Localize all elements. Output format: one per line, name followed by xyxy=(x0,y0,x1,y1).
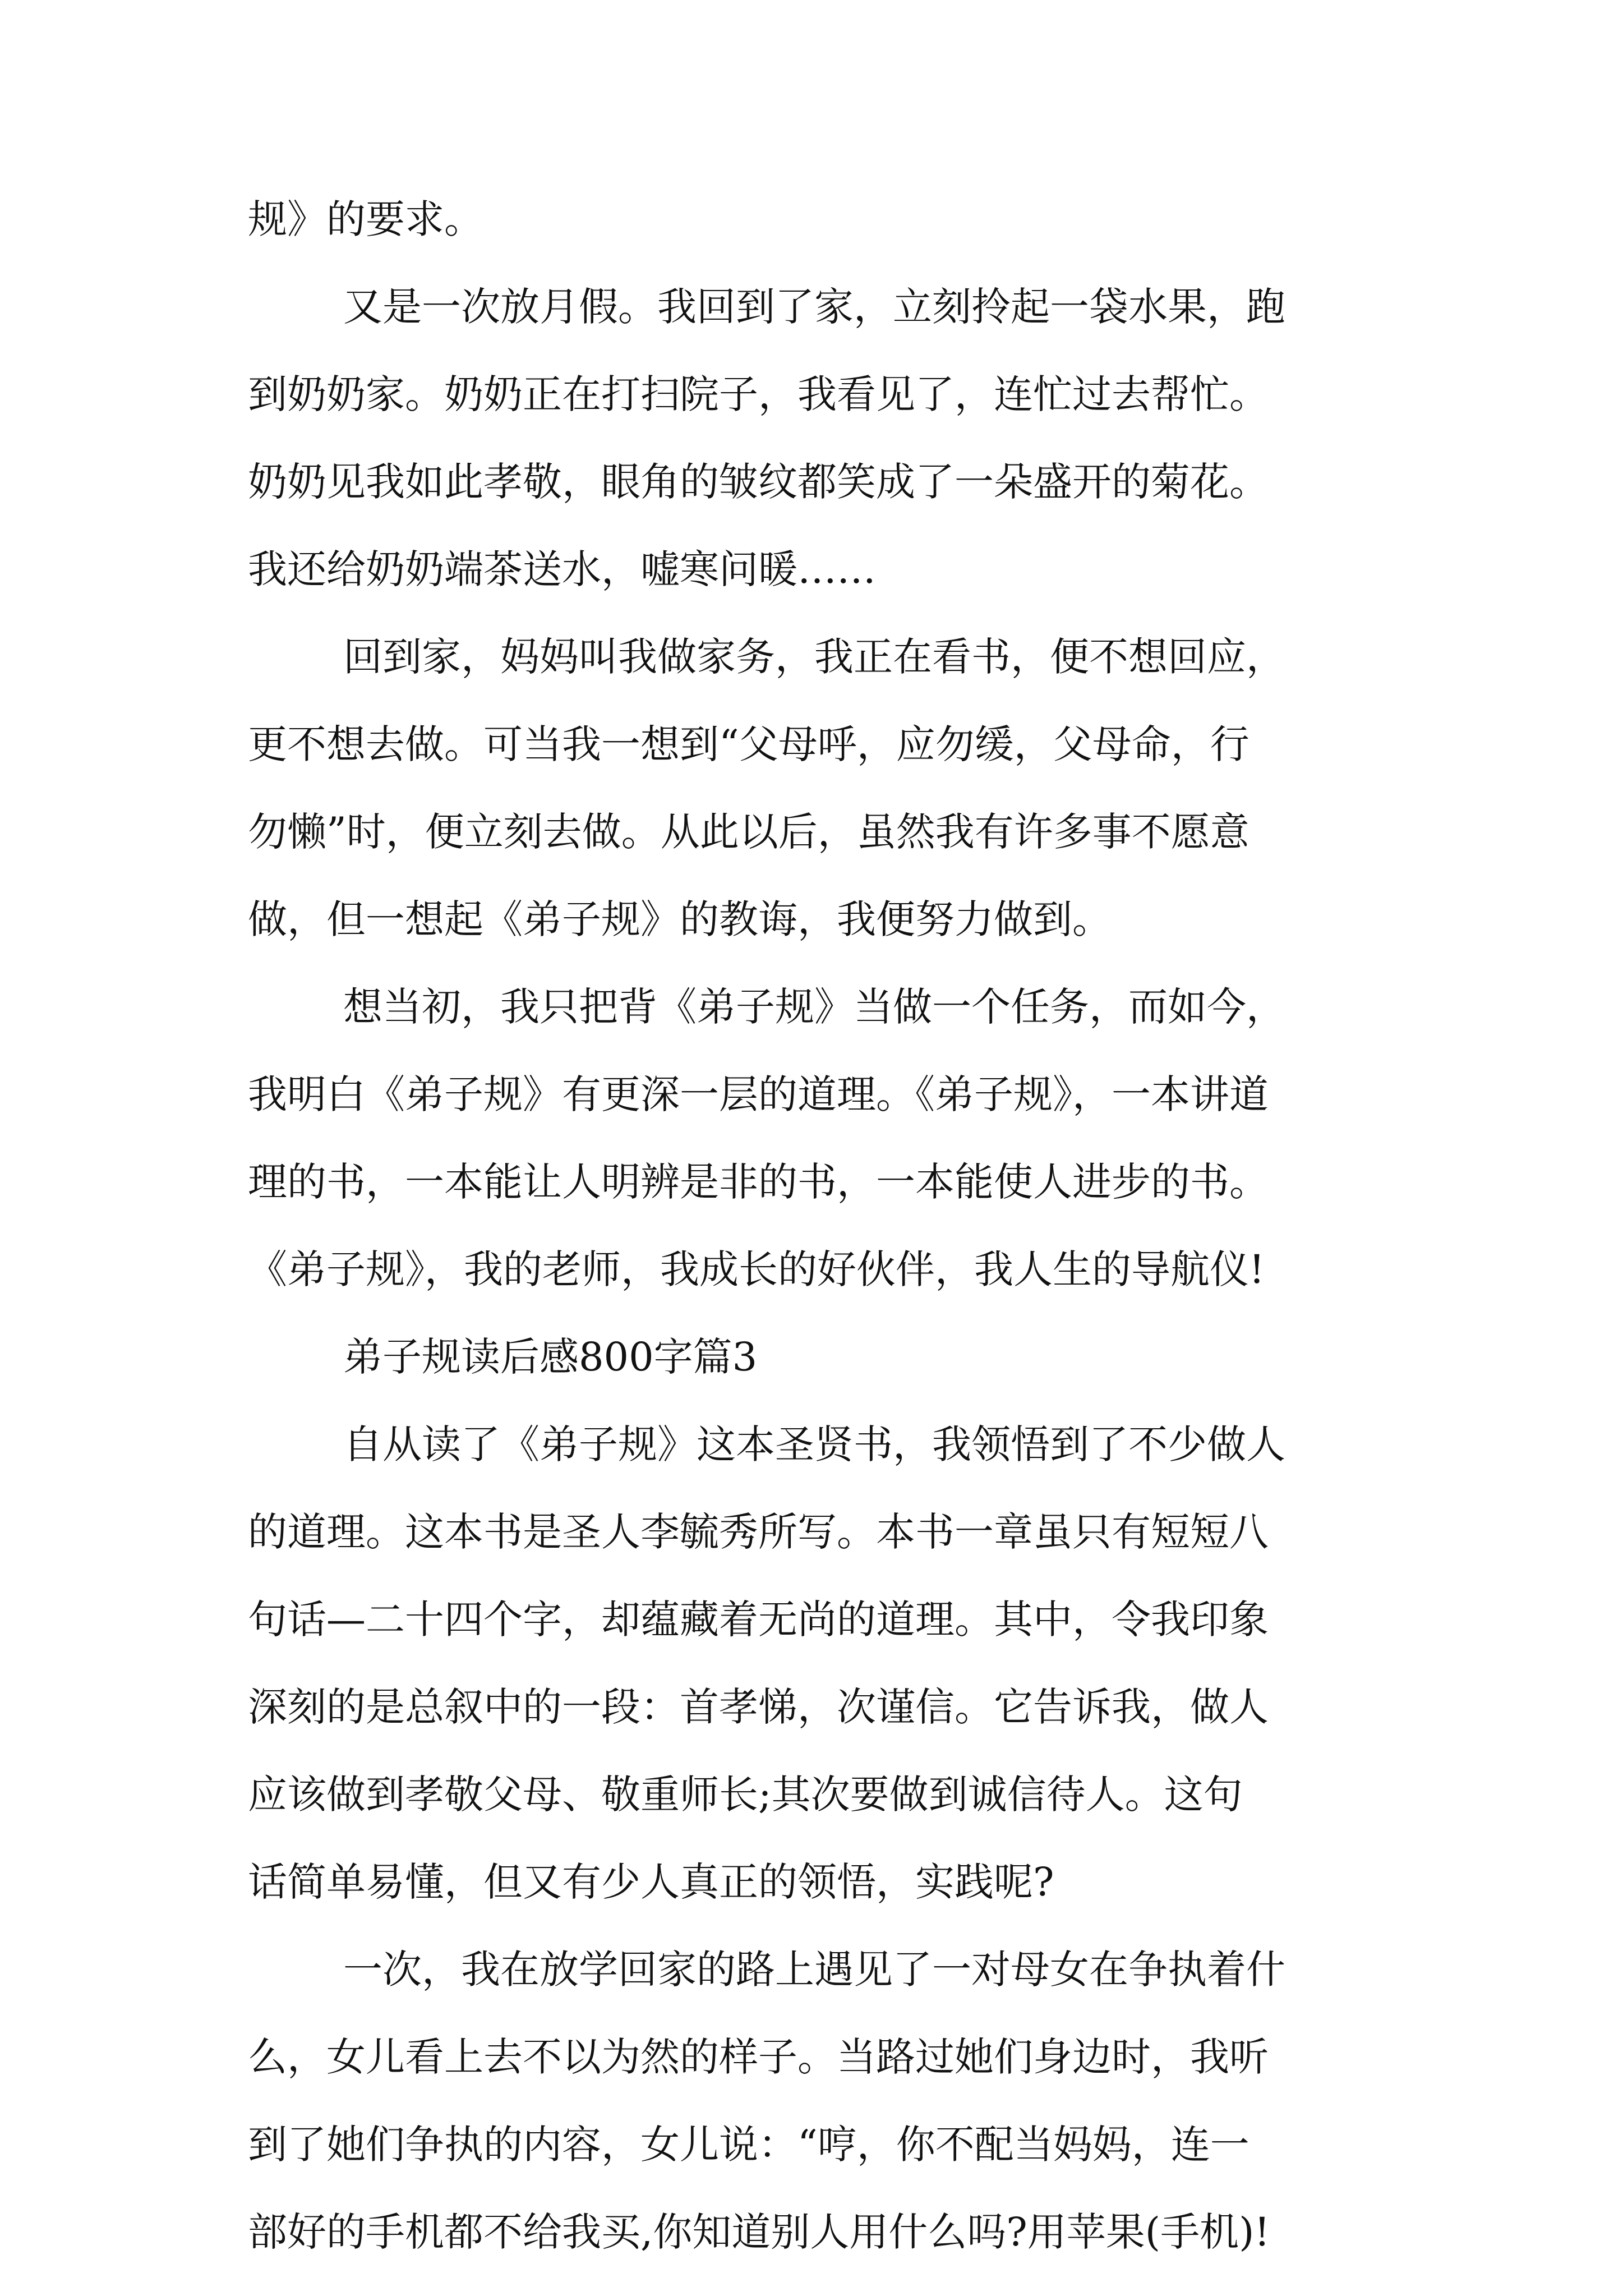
text-line: 到奶奶家。奶奶正在打扫院子，我看见了，连忙过去帮忙。 xyxy=(248,371,1269,417)
text-line: 又是一次放月假。我回到了家，立刻拎起一袋水果，跑 xyxy=(343,284,1285,330)
text-line: 自从读了《弟子规》这本圣贤书，我领悟到了不少做人 xyxy=(343,1421,1285,1467)
text-line: 更不想去做。可当我一想到“父母呼，应勿缓，父母命，行 xyxy=(248,721,1249,767)
text-line: 回到家，妈妈叫我做家务，我正在看书，便不想回应， xyxy=(343,634,1285,680)
text-line: 部好的手机都不给我买,你知道别人用什么吗?用苹果(手机)! xyxy=(248,2209,1270,2255)
text-line: 的道理。这本书是圣人李毓秀所写。本书一章虽只有短短八 xyxy=(248,1509,1269,1555)
text-line: 么，女儿看上去不以为然的样子。当路过她们身边时，我听 xyxy=(248,2034,1269,2080)
text-line: 话简单易懂，但又有少人真正的领悟，实践呢? xyxy=(248,1859,1054,1905)
text-line: 想当初，我只把背《弟子规》当做一个任务，而如今， xyxy=(343,984,1285,1030)
text-line: 深刻的是总叙中的一段：首孝悌，次谨信。它告诉我，做人 xyxy=(248,1684,1269,1730)
text-line: 句话—二十四个字，却蕴藏着无尚的道理。其中，令我印象 xyxy=(248,1596,1269,1642)
text-line: 勿懒”时，便立刻去做。从此以后，虽然我有许多事不愿意 xyxy=(248,809,1249,855)
text-line: 到了她们争执的内容，女儿说：“哼，你不配当妈妈，连一 xyxy=(248,2122,1249,2168)
text-line: 一次，我在放学回家的路上遇见了一对母女在争执着什 xyxy=(343,1947,1285,1993)
text-line: 《弟子规》，我的老师，我成长的好伙伴，我人生的导航仪! xyxy=(248,1246,1265,1292)
text-line: 我明白《弟子规》有更深一层的道理。《弟子规》，一本讲道 xyxy=(248,1071,1269,1117)
text-line: 理的书，一本能让人明辨是非的书，一本能使人进步的书。 xyxy=(248,1159,1269,1205)
text-line: 规》的要求。 xyxy=(248,196,483,242)
text-line: 奶奶见我如此孝敬，眼角的皱纹都笑成了一朵盛开的菊花。 xyxy=(248,459,1269,505)
text-line: 我还给奶奶端茶送水，嘘寒问暖…… xyxy=(248,546,876,592)
text-line: 应该做到孝敬父母、敬重师长;其次要做到诚信待人。这句 xyxy=(248,1772,1243,1818)
text-line: 做，但一想起《弟子规》的教诲，我便努力做到。 xyxy=(248,896,1112,942)
section-heading: 弟子规读后感800字篇3 xyxy=(343,1334,758,1380)
